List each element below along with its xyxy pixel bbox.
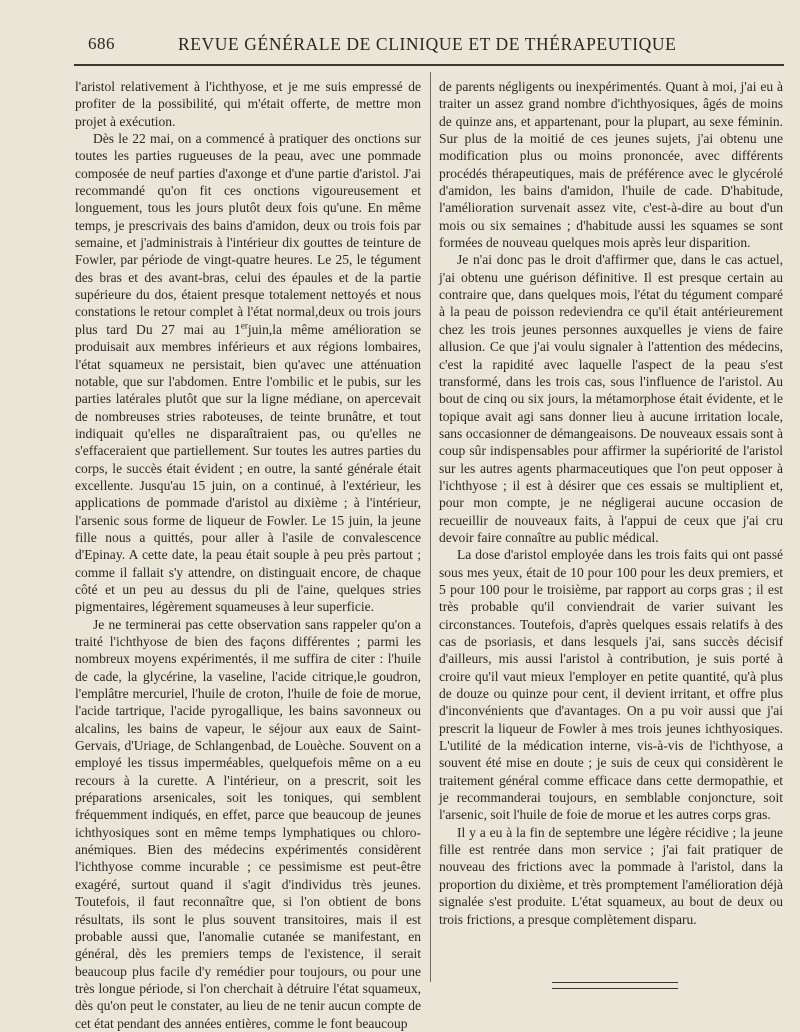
left-paragraph-2-text: Dès le 22 mai, on a commencé à pratiquer des onctions sur toutes les parties rugueuses de la peau, avec une pommade composée de neuf parties d'axonge et d'une partie d'aristol. J'ai recommandé qu'on fit ces onctions vigoureusement et longuement, tous les jours plutôt deux fois qu'une. En même temps, je prescrivais des bains d'amidon, deux ou trois fois par semaine, et j'administrais à l'intérieur dix gouttes de teinture de Fowler, par période de vingt-quatre heures. Le 25, le tégument des bras et des avant-bras, celui des épaules et de la partie supérieure du dos, étaient presque totalement nettoyés et nous constations le retour complet à l'état normal,deux ou trois jours plus tard Du 27 mai au [75, 131, 421, 337]
right-paragraph-4: Il y a eu à la fin de septembre une légère récidive ; la jeune fille est rentrée dans mon service ; j'ai fait pratiquer de nouveau des frictions avec la pommade à l'aristol, dans la proportion du dixième, et très promptement l'amélioration déjà signalée s'est produite. L'état squameux, au bout de deux ou trois frictions, a presque complètement disparu. [439, 824, 783, 927]
left-paragraph-3: Je ne terminerai pas cette observation sans rappeler qu'on a traité l'ichthyose de bien des façons différentes ; parmi les nombreux moyens expérimentés, il me suffira de citer : l'huile de cade, la glycérine, la vaseline, l'acide citrique,le goudron, l'emplâtre mercuriel, l'huile de croton, l'huile de foie de morue, l'acide tartrique, l'acide pyrogallique, les bains savonneux ou alcalins, les bains de vapeur, le séjour aux eaux de Saint-Gervais, d'Uriage, de Schlangenbad, de Louèche. Souvent on a employé les tissus imperméables, quelquefois même on a eu recours à la curette. A l'intérieur, on a prescrit, soit les préparations arsenicales, soit les toniques, qui semblent fréquemment indiqués, en effet, parce que beaucoup de jeunes ichthyosiques sont en même temps lymphatiques ou chloro-anémiques. Bien des médecins expérimentés considèrent l'ichthyose comme incurable ; ce pessimisme est peut-être exagéré, surtout quand il s'agit d'individus très jeunes. Toutefois, il faut reconnaître que, si l'on obtient de bons résultats, ils sont le plus souvent transitoires, mais il est probable aussi que, l'anomalie cutanée se manifestant, en général, dès les premiers temps de l'existence, il serait beaucoup plus facile d'y remédier pour toujours, ou pour une très longue période, si l'on cherchait à détruire l'état squameux, dès qu'on peut le constater, au lieu de ne tenir aucun compte de cet état pendant des années entières, comme le font beaucoup [75, 616, 421, 1031]
left-paragraph-2-continuation: juin,la même amélioration se produisait aux membres inférieurs et aux régions lombaires, l'état squameux ne persistait, bien qu'avec une atténuation notable, que sur l'abdomen. Entre l'ombilic et le pubis, sur les parties latérales plutôt que sur la ligne médiane, on apercevait de nombreuses stries raboteuses, de teinte brunâtre, et tout indiquait qu'elles ne disparaîtraient pas, ou qu'elles ne s'effaceraient que partiellement. Sur toutes les autres parties du corps, le succès était évident ; en outre, la santé générale était excellente. Jusqu'au 15 juin, on a continué, à l'extérieur, les applications de pommade d'aristol au dixième ; à l'intérieur, l'arsenic sous forme de liqueur de Fowler. Le 15 juin, la jeune fille nous a quittés, pour aller à l'asile de convalescence d'Epinay. A cette date, la peau était souple à peu près partout ; comme il fallait s'y attendre, on distinguait encore, de chaque côté et un peu au dessus du pli de l'aine, quelques stries pigmentaires, légèrement squameuses à leur superficie. [75, 321, 422, 615]
running-title: REVUE GÉNÉRALE DE CLINIQUE ET DE THÉRAPEUTIQUE [178, 34, 677, 54]
left-paragraph-1: l'aristol relativement à l'ichthyose, et je me suis empressé de profiter de la possibilité, qui m'était offerte, de mettre mon projet à exécution. [75, 79, 421, 129]
right-paragraph-3: La dose d'aristol employée dans les trois faits qui ont passé sous mes yeux, était de 10 pour 100 pour les deux premiers, et 5 pour 100 pour le troisième, par rapport au corps gras ; il est très probable qu'il conviendrait de varier suivant les circonstances. Toutefois, d'après quelques essais relatifs à des cas de psoriasis, et dans lesquels j'ai, sans succès décisif d'ailleurs, mis aussi l'aristol à contribution, je suis porté à croire qu'il vaut mieux l'employer en petite quantité, qu'à plus de douze ou quinze pour cent, il devient irritant, et offre plus d'inconvénients que d'avantages. On a pu voir aussi que j'ai prescrit la liqueur de Fowler à mes trois jeunes ichthyosiques. L'utilité de la médication interne, vis-à-vis de l'ichthyose, a souvent été mise en doute ; je suis de ceux qui considèrent le traitement général comme efficace dans cette dermopathie, et je recommanderai toujours, en semblable conjoncture, soit l'arsenic, soit l'huile de foie de morue et les autres corps gras. [439, 547, 783, 823]
date-ordinal-number: 1 [234, 321, 241, 337]
header-rule [74, 64, 784, 66]
end-rule-bottom [552, 988, 678, 989]
right-paragraph-2: Je n'ai donc pas le droit d'affirmer que, dans le cas actuel, j'ai obtenu une guérison définitive. Il est presque certain au contraire que, dans quelques mois, l'état du tégument comparé à la peau de poisson redeviendra ce qu'il était antérieurement chez les trois jeunes personnes auxquelles je viens de faire allusion. Ce que j'ai voulu signaler à l'attention des médecins, c'est la rapidité avec laquelle l'aspect de la peau s'est transformé, dans les trois cas, sous l'influence de l'aristol. Au bout de cinq ou six jours, la métamorphose était évidente, et le topique avait agi sans donner lieu à aucune irritation locale, sans occasionner de démangeaisons. De nouveaux essais sont à coup sûr indispensables pour affirmer la supériorité de l'aristol sur les autres agents pharmaceutiques que l'on peut opposer à l'ichthyose ; il est à désirer que ces essais se multiplient et, pour mon compte, je ne négligerai aucune occasion de recueillir de nouveaux faits, à l'appui de ceux que j'ai cru devoir faire connaître au public médical. [439, 252, 783, 545]
date-ordinal-suffix: er [240, 320, 248, 331]
left-column [75, 78, 421, 1032]
right-column [439, 78, 783, 928]
page-header [70, 28, 782, 58]
left-paragraph-2 [75, 130, 421, 616]
page-number: 686 [88, 34, 115, 53]
end-rule-top [552, 982, 678, 983]
right-paragraph-1: de parents négligents ou inexpérimentés. Quant à moi, j'ai eu à traiter un assez grand nombre d'ichthyosiques, âgés de moins de quinze ans, et appartenant, pour la plupart, au sexe féminin. Sur plus de la moitié de ces jeunes sujets, j'ai obtenu une modification plus ou moins prononcée, avec différents procédés thérapeutiques, mais de préférence avec le glycérolé d'amidon, les bains d'amidon, l'huile de cade. D'habitude, l'amélioration survenait assez vite, c'est-à-dire au bout d'un mois ou six semaines ; d'habitude aussi les squames se sont formées de nouveau quelques mois après leur disparition. [439, 79, 783, 251]
column-divider [430, 72, 431, 982]
